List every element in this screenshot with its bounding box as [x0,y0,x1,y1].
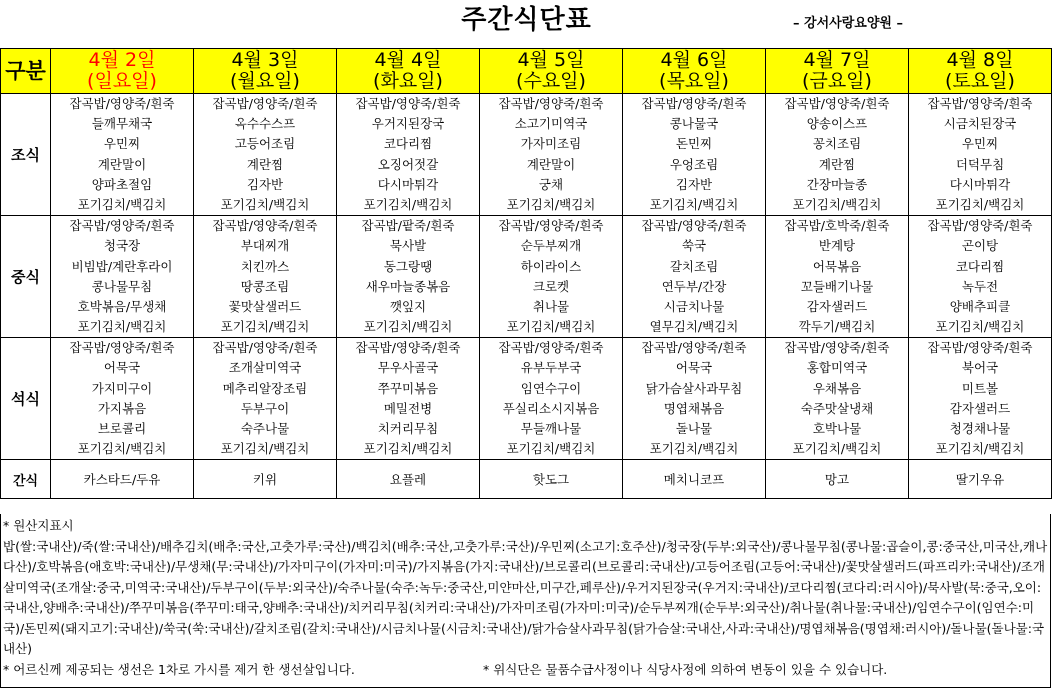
snack-cell: 메치니코프 [623,460,766,499]
menu-item: 포기김치/백김치 [363,319,453,335]
page-title: 주간식단표 [461,5,592,35]
menu-item: 동그랑땡 [383,258,433,274]
snack-cell: 딸기우유 [909,460,1052,499]
menu-item: 청경채나물 [949,421,1011,436]
footer-note-fish: * 어르신께 제공되는 생선은 1차로 가시를 제거 한 생선살입니다. [3,661,355,677]
menu-item: 계란말이 [526,156,576,172]
meal-row-dinner [1,338,1052,460]
menu-item: 푸실리소시지볶음 [502,400,600,416]
menu-item: 어묵국 [675,360,713,376]
menu-item: 포기김치/백김치 [220,196,310,212]
menu-item: 잡곡밥/영양죽/흰죽 [355,96,461,111]
menu-item: 두부구이 [240,400,290,416]
menu-item: 깻잎지 [389,298,427,314]
menu-item: 포기김치/백김치 [220,319,310,335]
menu-cell [337,216,480,338]
menu-item: 꽃맛살샐러드 [228,298,302,314]
menu-item: 잡곡밥/영양죽/흰죽 [641,340,747,356]
menu-item: 양파초절임 [91,176,153,192]
menu-item: 코다리찜 [383,136,433,152]
menu-item: 들깨무채국 [91,116,153,132]
menu-item: 시금치된장국 [943,116,1017,132]
menu-item: 잡곡밥/영양죽/흰죽 [927,96,1033,111]
day-header-sat [909,49,1052,94]
menu-item: 반계탕 [818,238,856,254]
menu-cell [766,94,909,216]
menu-item: 홍합미역국 [806,360,868,376]
menu-item: 어묵국 [103,360,141,376]
menu-cell [480,94,623,216]
menu-cell [51,94,194,216]
day-header-sun [51,49,194,94]
menu-item: 곤이탕 [961,238,999,254]
menu-item: 취나물 [532,298,570,314]
menu-cell [194,94,337,216]
menu-item: 다시마튀각 [949,176,1011,192]
menu-item: 포기김치/백김치 [935,319,1025,335]
menu-item: 더덕무침 [955,156,1005,172]
day-weekday: (수요일) [516,70,586,92]
meal-row-lunch [1,216,1052,338]
day-header-thu [623,49,766,94]
menu-item: 잡곡밥/영양죽/흰죽 [212,340,318,356]
menu-item: 크로켓 [532,278,570,294]
day-date: 4월 6일 [660,49,728,71]
menu-item: 우민찌 [961,136,999,152]
menu-item: 북어국 [961,360,999,376]
menu-item: 숙주나물 [240,421,290,436]
menu-item: 우엉조림 [669,156,719,172]
menu-item: 포기김치/백김치 [77,196,167,212]
menu-item: 연두부/간장 [661,278,727,294]
day-weekday: (목요일) [659,70,729,92]
menu-item: 계란찜 [818,156,856,172]
menu-item: 하이라이스 [520,258,582,274]
corner-label: 구분 [1,49,51,94]
day-weekday: (화요일) [373,70,443,92]
day-date: 4월 2일 [88,49,156,71]
facility-name: – 강서사랑요양원 – [793,16,903,31]
menu-cell [337,94,480,216]
day-header-tue [337,49,480,94]
day-date: 4월 4일 [374,49,442,71]
snack-row [1,460,1052,499]
menu-item: 포기김치/백김치 [649,196,739,212]
menu-cell [909,338,1052,460]
menu-cell [623,338,766,460]
menu-item: 메추리알장조림 [222,380,308,396]
menu-item: 가지볶음 [97,400,147,416]
day-header-mon [194,49,337,94]
snack-cell: 키위 [194,460,337,499]
menu-item: 치킨까스 [240,258,290,274]
menu-item: 조개살미역국 [228,360,302,376]
menu-item: 땅콩조림 [240,278,290,294]
menu-item: 쭈꾸미볶음 [377,380,439,396]
menu-item: 포기김치/백김치 [77,441,167,457]
menu-item: 부대찌개 [240,238,290,254]
menu-item: 가지미구이 [91,380,153,396]
menu-item: 포기김치/백김치 [792,441,882,457]
menu-item: 잡곡밥/영양죽/흰죽 [927,340,1033,356]
menu-cell [51,216,194,338]
menu-item: 계란말이 [97,156,147,172]
meal-label: 중식 [1,216,51,338]
menu-cell [480,338,623,460]
menu-item: 포기김치/백김치 [649,441,739,457]
menu-item: 호박나물 [812,421,862,436]
menu-item: 잡곡밥/영양죽/흰죽 [641,96,747,111]
menu-item: 궁채 [538,176,564,192]
menu-item: 잡곡밥/영양죽/흰죽 [69,340,175,356]
menu-item: 포기김치/백김치 [792,196,882,212]
origin-text: 밥(쌀:국내산)/죽(쌀:국내산)/배추김치(배추:국산,고춧가루:국산)/백김치(배추:국산,고춧가루:국산)/우민찌(소고기:호주산)/청국장(두부:외국산)/콩나물무침(콩나물:곱슬이,콩:중국산,미국산,캐나다산)/호박볶음(애호박:국내산)/무생채(무:국내산)/가자미구이(가자미:미국)/가지볶음(가지:국내산)/브로콜리(브로콜리:국내산)/고등어조림(고등어:국내산)/꽃맛살샐러드(파프리카:국내산)/조개살미역국(조개살:중국,미역국:국내산)/두부구이(두부:외국산)/숙주나물(숙주:녹두:중국산,미얀마산,미구간,페루산)/우거지된장국(우거지:국내산)/코다리찜(코다리:러시아)/묵사발(묵:중국,오이:국내산,양배추:국내산)/쭈꾸미볶음(쭈꾸미:태국,양배추:국내산)/치커리무침(치커리:국내산)/가자미조림(가자미:미국)/순두부찌개(순두부:외국산)/취나물(취나물:국내산)/임연수구이(임연수:미국)/돈민찌(돼지고기:국내산)/쑥국(쑥:국내산)/갈치조림(갈치:국내산)/시금치나물(시금치:국내산)/닭가슴살사과무침(닭가슴살:국내산,사과:국내산)/명엽채볶음(명엽채:러시아)/돌나물(돌나물:국내산) [3,538,1048,656]
menu-item: 묵사발 [389,238,427,254]
menu-item: 고등어조림 [234,136,296,152]
menu-item: 잡곡밥/영양죽/흰죽 [69,218,175,234]
menu-item: 잡곡밥/영양죽/흰죽 [784,340,890,356]
menu-item: 잡곡밥/호박죽/흰죽 [784,218,890,234]
snack-cell: 카스타드/두유 [51,460,194,499]
menu-item: 포기김치/백김치 [77,319,167,335]
menu-item: 포기김치/백김치 [506,441,596,457]
menu-item: 꼬들배기나물 [800,278,874,294]
menu-item: 간장마늘종 [806,176,868,192]
menu-item: 옥수수스프 [234,116,296,132]
menu-item: 잡곡밥/영양죽/흰죽 [927,218,1033,234]
menu-item: 잡곡밥/영양죽/흰죽 [212,96,318,111]
menu-cell [766,216,909,338]
day-date: 4월 8일 [946,49,1014,71]
menu-item: 양배추피클 [949,298,1011,314]
menu-item: 잡곡밥/영양죽/흰죽 [212,218,318,234]
menu-item: 다시마튀각 [377,176,439,192]
menu-item: 숙주맛살냉채 [800,400,874,416]
menu-item: 어묵볶음 [812,258,862,274]
origin-notes [0,514,1051,688]
snack-cell: 요플레 [337,460,480,499]
footer-note-change: * 위식단은 물품수급사정이나 식당사정에 의하여 변동이 있을 수 있습니다. [483,661,888,677]
menu-item: 계란찜 [246,156,284,172]
menu-item: 오징어젓갈 [377,156,439,172]
weekly-menu-table [0,48,1052,499]
menu-item: 치커리무침 [377,421,439,436]
snack-cell: 핫도그 [480,460,623,499]
menu-item: 포기김치/백김치 [506,196,596,212]
menu-item: 브로콜리 [97,421,147,436]
menu-cell [766,338,909,460]
menu-item: 시금치나물 [663,298,725,314]
menu-item: 우채볶음 [812,380,862,396]
menu-item: 포기김치/백김치 [363,196,453,212]
menu-item: 잡곡밥/영양죽/흰죽 [498,218,604,234]
menu-cell [909,216,1052,338]
meal-row-breakfast [1,94,1052,216]
menu-item: 유부두부국 [520,360,582,376]
menu-item: 잡곡밥/영양죽/흰죽 [498,340,604,356]
footer-notes [3,660,1048,681]
menu-item: 순두부찌개 [520,238,582,254]
snack-label: 간식 [1,460,51,499]
menu-item: 잡곡밥/영양죽/흰죽 [641,218,747,234]
menu-item: 감자샐러드 [949,400,1011,416]
menu-item: 콩나물국 [669,116,719,132]
menu-item: 임연수구이 [520,380,582,396]
menu-item: 콩나물무침 [91,278,153,294]
origin-heading: * 원산지표시 [3,518,74,533]
day-date: 4월 3일 [231,49,299,71]
menu-cell [909,94,1052,216]
menu-item: 녹두전 [961,278,999,294]
menu-cell [194,216,337,338]
menu-item: 포기김치/백김치 [935,441,1025,457]
menu-cell [51,338,194,460]
menu-item: 코다리찜 [955,258,1005,274]
day-weekday: (금요일) [802,70,872,92]
menu-item: 미트볼 [961,380,999,396]
day-date: 4월 5일 [517,49,585,71]
menu-item: 닭가슴살사과무침 [645,380,743,396]
menu-item: 갈치조림 [669,258,719,274]
menu-item: 감자샐러드 [806,298,868,314]
menu-item: 무들깨나물 [520,421,582,436]
menu-cell [337,338,480,460]
menu-item: 열무김치/백김치 [649,319,739,335]
menu-item: 잡곡밥/영양죽/흰죽 [784,96,890,111]
menu-item: 우거지된장국 [371,116,445,132]
menu-item: 우민찌 [103,136,141,152]
day-header-wed [480,49,623,94]
day-weekday: (일요일) [87,70,157,92]
menu-cell [194,338,337,460]
menu-item: 포기김치/백김치 [506,319,596,335]
meal-label: 석식 [1,338,51,460]
menu-cell [623,216,766,338]
menu-item: 가자미조림 [520,136,582,152]
menu-item: 돈민찌 [675,136,713,152]
menu-item: 호박볶음/무생채 [77,298,167,314]
day-weekday: (토요일) [945,70,1015,92]
menu-item: 잡곡밥/영양죽/흰죽 [69,96,175,111]
meal-label: 조식 [1,94,51,216]
menu-item: 소고기미역국 [514,116,588,132]
menu-item: 돌나물 [675,421,713,436]
menu-item: 잡곡밥/영양죽/흰죽 [498,96,604,111]
menu-item: 비빔밥/계란후라이 [71,258,173,274]
menu-item: 메밀전병 [383,400,433,416]
day-weekday: (월요일) [230,70,300,92]
menu-item: 잡곡밥/팥죽/흰죽 [361,218,455,234]
day-date: 4월 7일 [803,49,871,71]
menu-item: 양송이스프 [806,116,868,132]
menu-item: 포기김치/백김치 [363,441,453,457]
menu-item: 쑥국 [681,238,707,254]
menu-item: 김자반 [675,176,713,192]
menu-item: 청국장 [103,238,141,254]
menu-item: 김자반 [246,176,284,192]
menu-item: 명엽채볶음 [663,400,725,416]
menu-item: 무우사골국 [377,360,439,376]
snack-cell: 망고 [766,460,909,499]
menu-item: 깍두기/백김치 [798,319,876,335]
menu-cell [623,94,766,216]
menu-item: 포기김치/백김치 [935,196,1025,212]
menu-item: 포기김치/백김치 [220,441,310,457]
menu-item: 새우마늘종볶음 [365,278,451,294]
menu-item: 꽁치조림 [812,136,862,152]
menu-cell [480,216,623,338]
day-header-fri [766,49,909,94]
menu-item: 잡곡밥/영양죽/흰죽 [355,340,461,356]
